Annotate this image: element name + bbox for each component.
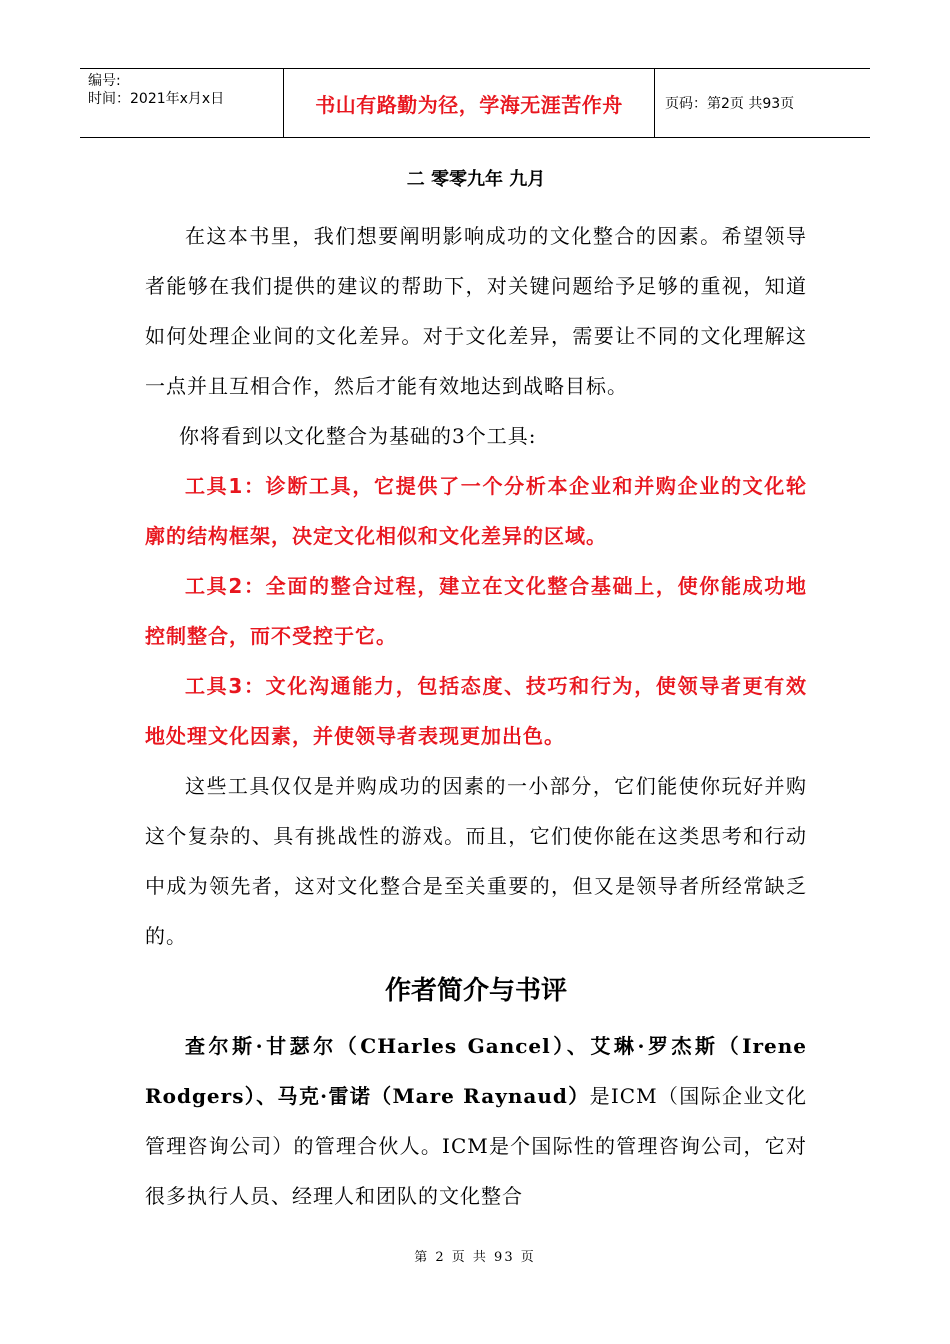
tools-intro: 你将看到以文化整合为基础的3个工具: [179, 424, 537, 448]
header-meta [80, 69, 283, 137]
tool-1: 工具1：诊断工具，它提供了一个分析本企业和并购企业的文化轮廓的结构框架，决定文化相似和文化差异的区域。 [145, 474, 807, 548]
page-footer: 第 2 页 共 93 页 [414, 1250, 536, 1265]
document-number-label: 编号: [88, 73, 121, 89]
tool-2: 工具2：全面的整合过程，建立在文化整合基础上，使你能成功地控制整合，而不受控于它。 [145, 574, 807, 648]
paragraph-conclusion: 这些工具仅仅是并购成功的因素的一小部分，它们能使你玩好并购这个复杂的、具有挑战性的游戏。而且，它们使你能在这类思考和行动中成为领先者，这对文化整合是至关重要的，但又是领导者所经常缺乏的。 [145, 774, 807, 948]
document-body [145, 165, 807, 1221]
section-title: 作者简介与书评 [384, 976, 567, 1006]
authors-description: 是ICM（国际企业文化管理咨询公司）的管理合伙人。ICM是个国际性的管理咨询公司，它对很多执行人员、经理人和团队的文化整合 [145, 1084, 808, 1208]
header-table [80, 68, 870, 138]
author-names: 查尔斯·甘瑟尔（CHarles Gancel）、艾琳·罗杰斯（Irene Rodgers）、马克·雷诺（Mare Raynaud） [145, 1034, 807, 1108]
tool-3: 工具3：文化沟通能力，包括态度、技巧和行为，使领导者更有效地处理文化因素，并使领导者表现更加出色。 [145, 674, 807, 748]
authors-paragraph [145, 1021, 807, 1221]
document-time-label: 时间：2021年x月x日 [88, 91, 225, 107]
header-motto: 书山有路勤为径，学海无涯苦作舟 [283, 69, 655, 137]
date-line: 二 零零九年 九月 [406, 169, 546, 190]
header-page-info: 页码：第2页 共93页 [665, 96, 795, 112]
paragraph-intro: 在这本书里，我们想要阐明影响成功的文化整合的因素。希望领导者能够在我们提供的建议的帮助下，对关键问题给予足够的重视，知道如何处理企业间的文化差异。对于文化差异，需要让不同的文化理解这一点并且互相合作，然后才能有效地达到战略目标。 [145, 224, 807, 398]
